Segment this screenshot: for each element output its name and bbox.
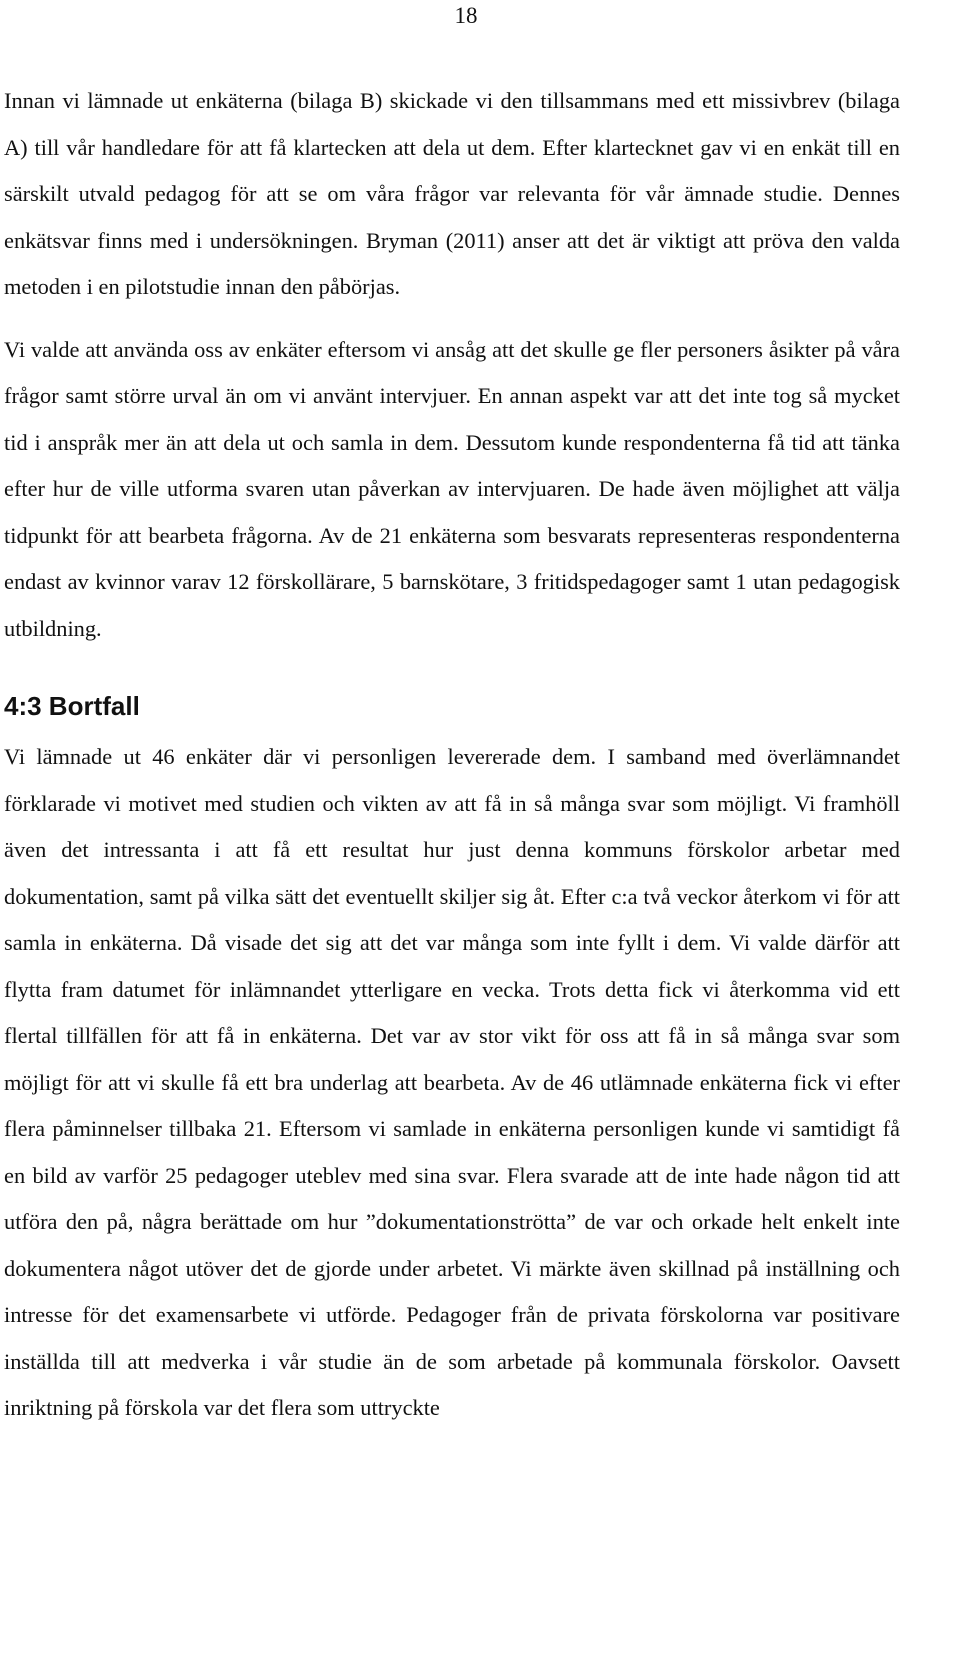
- section-heading-bortfall: 4:3 Bortfall: [4, 691, 140, 721]
- bortfall-paragraph: Vi lämnade ut 46 enkäter där vi personligen levererade dem. I samband med överlämnandet förklarade vi motivet med studien och vikten av att få in så många svar som möjligt. Vi framhöll även det intressanta i att få ett resultat hur just denna kommuns förskolor arbetar med dokumentation, samt på vilka sätt det eventuellt skiljer sig åt. Efter c:a två veckor återkom vi för att samla in enkäterna. Då visade det sig att det var många som inte fyllt i dem. Vi valde därför att flytta fram datumet för inlämnandet ytterligare en vecka. Trots detta fick vi återkomma vid ett flertal tillfällen för att få in enkäterna. Det var av stor vikt för oss att få in så många svar som möjligt för att vi skulle få ett bra underlag att bearbeta. Av de 46 utlämnade enkäterna fick vi efter flera påminnelser tillbaka 21. Eftersom vi samlade in enkäterna personligen kunde vi samtidigt få en bild av varför 25 pedagoger uteblev med sina svar. Flera svarade att de inte hade någon tid att utföra den på, några berättade om hur ”dokumentationströtta” de var och orkade helt enkelt inte dokumentera något utöver det de gjorde under arbetet. Vi märkte även skillnad på inställning och intresse för det examensarbete vi utförde. Pedagoger från de privata förskolorna var positivare inställda till att medverka i vår studie än de som arbetade på kommunala förskolor. Oavsett inriktning på förskola var det flera som uttryckte: [4, 744, 900, 1420]
- page-number: 18: [454, 3, 478, 28]
- intro-paragraph-2: Vi valde att använda oss av enkäter eftersom vi ansåg att det skulle ge fler personers åsikter på våra frågor samt större urval än om vi använt intervjuer. En annan aspekt var att det inte tog så mycket tid i anspråk mer än att dela ut och samla in dem. Dessutom kunde respondenterna få tid att tänka efter hur de ville utforma svaren utan påverkan av intervjuaren. De hade även möjlighet att välja tidpunkt för att bearbeta frågorna. Av de 21 enkäterna som besvarats representeras respondenterna endast av kvinnor varav 12 förskollärare, 5 barnskötare, 3 fritidspedagoger samt 1 utan pedagogisk utbildning.: [4, 336, 900, 641]
- intro-paragraph-1: Innan vi lämnade ut enkäterna (bilaga B) skickade vi den tillsammans med ett missivbrev (bilaga A) till vår handledare för att få klartecken att dela ut dem. Efter klartecknet gav vi en enkät till en särskilt utvald pedagog för att se om våra frågor var relevanta för vår ämnade studie. Dennes enkätsvar finns med i undersökningen. Bryman (2011) anser att det är viktigt att pröva den valda metoden i en pilotstudie innan den påbörjas.: [4, 88, 900, 299]
- document-body: [4, 78, 900, 1432]
